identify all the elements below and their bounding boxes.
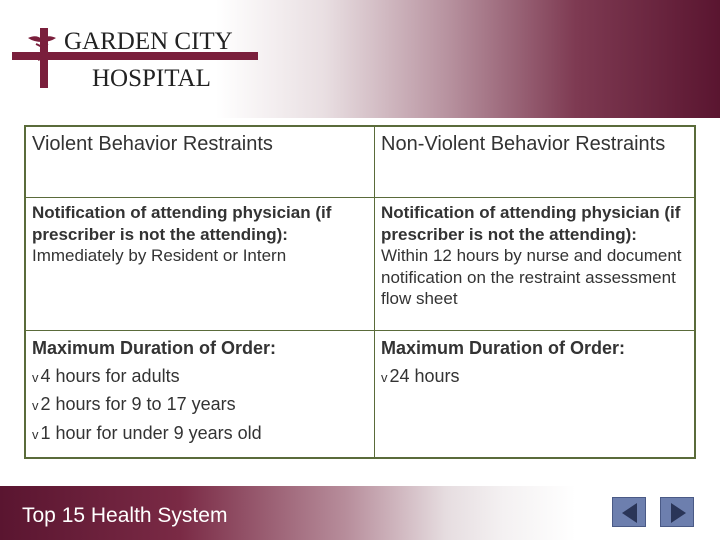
logo-title-line2: HOSPITAL [92,65,211,92]
list-item: v 1 hour for under 9 years old [32,422,262,443]
duration-label: Maximum Duration of Order: [32,338,277,358]
notification-label: Notification of attending physician (if prescriber is not the attending): [32,203,332,244]
list-item: v 24 hours [381,365,460,386]
diamond-bullet-icon: v [32,369,39,385]
header-nonviolent: Non-Violent Behavior Restraints [375,126,696,198]
diamond-bullet-icon: v [32,426,39,442]
list-item: v 2 hours for 9 to 17 years [32,394,236,414]
restraints-comparison-table [24,125,696,459]
diamond-bullet-icon: v [381,369,388,385]
notification-text: Within 12 hours by nurse and document notification on the restraint assessment flow sheet [381,246,682,308]
notification-text: Immediately by Resident or Intern [32,246,287,265]
table-row-notification [25,198,695,331]
table-row-duration [25,331,695,459]
cell-duration-violent [25,331,375,459]
notification-label: Notification of attending physician (if prescriber is not the attending): [381,203,681,244]
logo-title-line1: GARDEN CITY [64,28,233,55]
header-violent: Violent Behavior Restraints [25,126,375,198]
cell-notification-nonviolent [375,198,696,331]
next-slide-button[interactable] [660,497,694,527]
duration-label: Maximum Duration of Order: [381,338,626,358]
cell-notification-violent [25,198,375,331]
previous-slide-button[interactable] [612,497,646,527]
diamond-bullet-icon: v [32,398,39,413]
table-header-row [25,126,695,198]
triangle-right-icon [661,498,695,528]
triangle-left-icon [613,498,647,528]
cell-duration-nonviolent [375,331,696,459]
hospital-logo [12,28,262,93]
footer-tagline: Top 15 Health System [22,504,228,527]
caduceus-icon [24,30,60,66]
list-item: v 4 hours for adults [32,365,180,386]
